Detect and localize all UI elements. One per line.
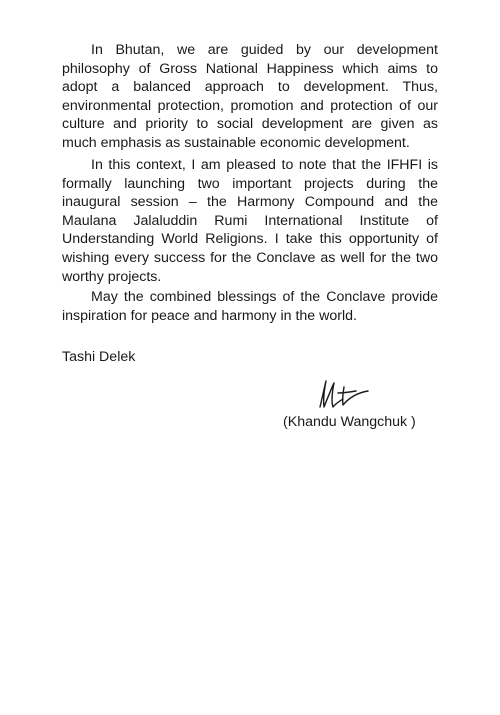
handwritten-signature bbox=[310, 377, 374, 411]
paragraph-gross-national-happiness: In Bhutan, we are guided by our development philosophy of Gross National Happiness which aims to adopt a balanced approach to development. Thus, environmental protection, promotion and protection of our culture and priority to social development are given as much emphasis as sustainable economic development. bbox=[62, 42, 438, 151]
paragraph-ifhfi-projects: In this context, I am pleased to note that the IFHFI is formally launching two important projects during the inaugural session – the Harmony Compound and the Maulana Jalaluddin Rumi International Institute of Understanding World Religions. I take this opportunity of wishing every success for the Conclave as well for the two worthy projects. bbox=[62, 157, 438, 285]
signer-name: (Khandu Wangchuk ) bbox=[283, 414, 416, 430]
paragraph-blessings: May the combined blessings of the Conclave provide inspiration for peace and harmony in the world. bbox=[62, 289, 438, 324]
closing-greeting: Tashi Delek bbox=[62, 349, 136, 365]
